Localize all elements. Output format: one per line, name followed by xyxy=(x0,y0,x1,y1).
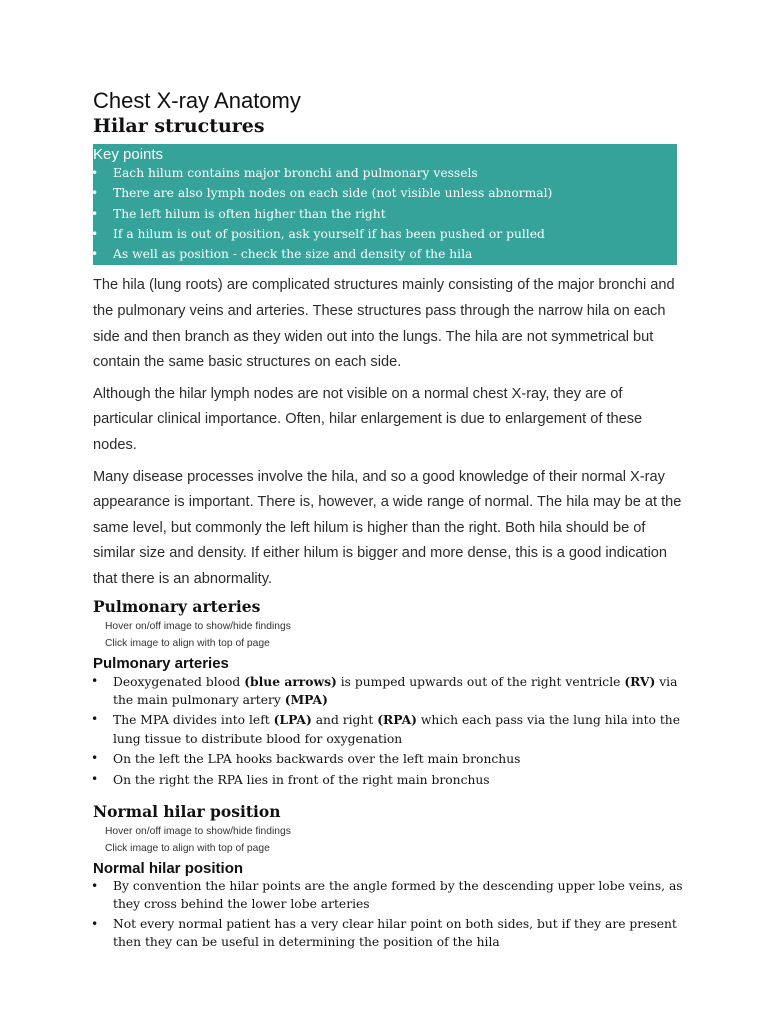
section-heading-pulmonary-arteries: Pulmonary arteries xyxy=(93,596,261,616)
key-point-item: • If a hilum is out of position, ask yourself if has been pushed or pulled xyxy=(93,224,677,244)
body-paragraph: The hila (lung roots) are complicated structures mainly consisting of the major bronchi and the pulmonary veins and arteries. These structures pass through the narrow hila on each side and then branch as they widen out into the lungs. The hila are not symmetrical but contain the same basic structures on each side. xyxy=(93,277,675,371)
key-points-list xyxy=(93,163,677,264)
page-subtitle: Hilar structures xyxy=(93,115,265,137)
key-point-item: • Each hilum contains major bronchi and pulmonary vessels xyxy=(93,163,677,183)
body-paragraph: Although the hilar lymph nodes are not visible on a normal chest X-ray, they are of particular clinical importance. Often, hilar enlargement is due to enlargement of these nodes. xyxy=(93,385,643,454)
section-heading-normal-hilar-position: Normal hilar position xyxy=(93,802,281,821)
hover-hint: Hover on/off image to show/hide findings xyxy=(105,620,291,632)
body-paragraph: Many disease processes involve the hila, and so a good knowledge of their normal X-ray appearance is important. There is, however, a wide range of normal. The hila may be at the same level, but commonly the left hilum is higher than the right. Both hila should be of similar size and density. If either hilum is bigger and more dense, this is a good indication that there is an abnormality. xyxy=(93,468,682,588)
list-item: • Deoxygenated blood (blue arrows) is pumped upwards out of the right ventricle (RV) via the main pulmonary artery (MPA) xyxy=(93,673,683,709)
key-point-item: • There are also lymph nodes on each side (not visible unless abnormal) xyxy=(93,183,677,203)
key-points-box xyxy=(93,144,677,265)
normal-hilar-position-list xyxy=(93,878,683,951)
pulmonary-arteries-list xyxy=(93,673,683,789)
list-item: • By convention the hilar points are the angle formed by the descending upper lobe veins, as they cross behind the lower lobe arteries xyxy=(93,878,683,913)
hover-hint: Hover on/off image to show/hide findings xyxy=(105,826,291,837)
click-hint: Click image to align with top of page xyxy=(105,843,270,854)
subsection-heading-normal-hilar-position: Normal hilar position xyxy=(93,860,244,877)
page-title: Chest X-ray Anatomy xyxy=(93,88,301,113)
list-item: • On the left the LPA hooks backwards over the left main bronchus xyxy=(93,750,683,768)
key-point-item: • The left hilum is often higher than the right xyxy=(93,204,677,224)
click-hint: Click image to align with top of page xyxy=(105,637,270,649)
document-page xyxy=(93,88,683,954)
key-points-heading: Key points xyxy=(93,146,164,163)
subsection-heading-pulmonary-arteries: Pulmonary arteries xyxy=(93,654,229,672)
list-item: • On the right the RPA lies in front of the right main bronchus xyxy=(93,771,683,789)
key-point-item: • As well as position - check the size and density of the hila xyxy=(93,244,677,264)
list-item: • The MPA divides into left (LPA) and right (RPA) which each pass via the lung hila into the lung tissue to distribute blood for oxygenation xyxy=(93,711,683,747)
list-item: • Not every normal patient has a very clear hilar point on both sides, but if they are present then they can be useful in determining the position of the hila xyxy=(93,916,683,951)
